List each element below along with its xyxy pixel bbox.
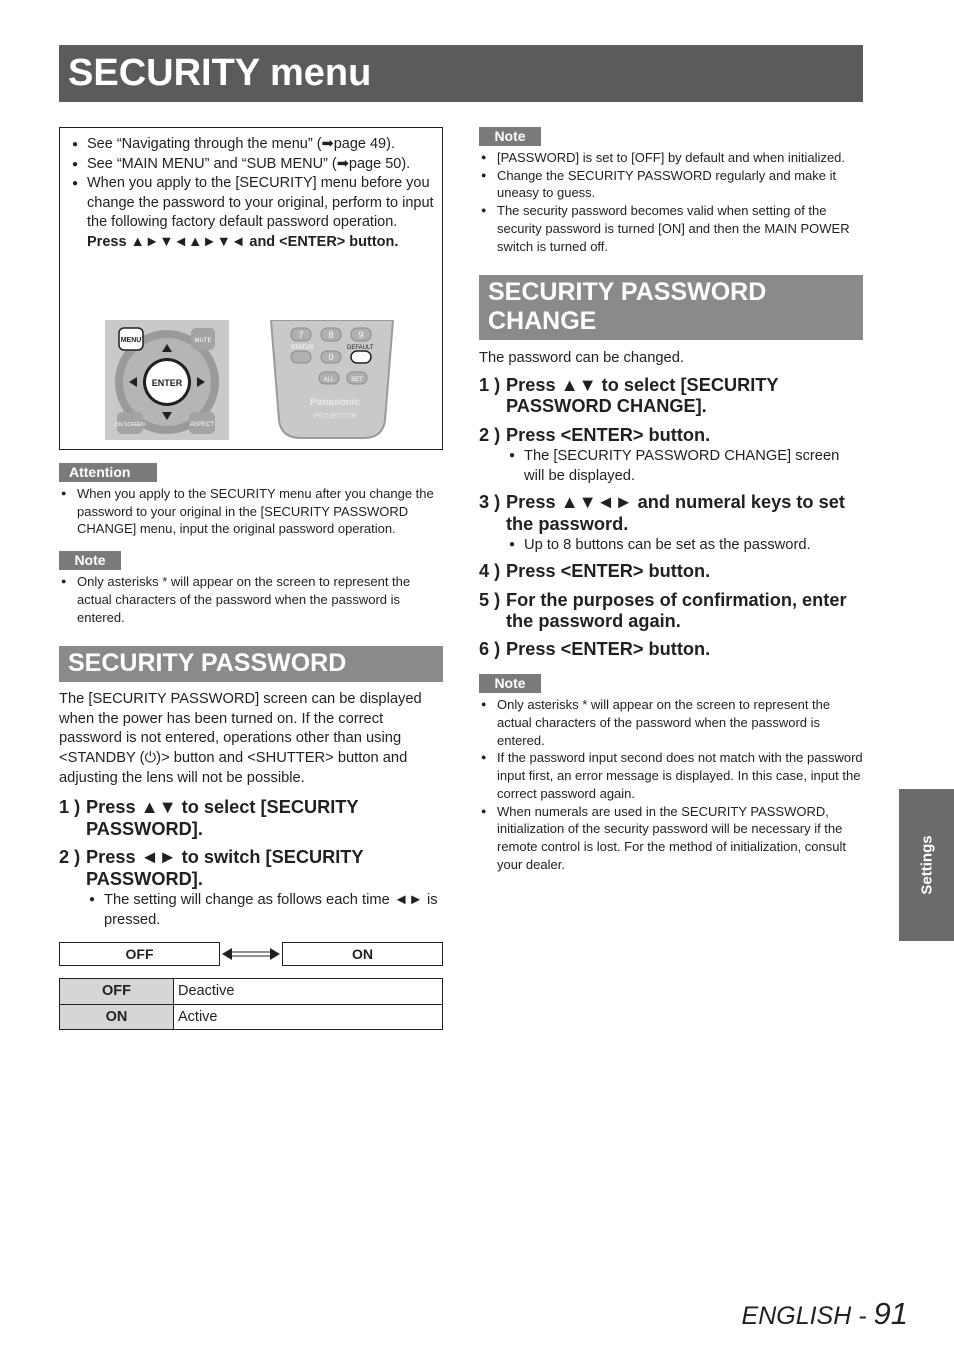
step (479, 375, 863, 418)
menu-label: MENU (120, 337, 142, 344)
key-7-label: 7 (298, 330, 304, 340)
toggle-diagram (59, 942, 443, 966)
note-top-right-block (479, 127, 863, 255)
step-number: 2 ) (59, 847, 81, 868)
step (479, 492, 863, 535)
step-number: 2 ) (479, 424, 501, 445)
step (59, 797, 443, 840)
step-text: Press ▲▼◄► and numeral keys to set the password. (506, 492, 845, 534)
note-left-block (59, 551, 443, 626)
step-number: 3 ) (479, 492, 501, 513)
attention-block (59, 463, 443, 538)
table-key: OFF (60, 979, 174, 1005)
toggle-off-box: OFF (59, 942, 220, 966)
attention-list (59, 485, 443, 538)
key-9-label: 9 (358, 330, 364, 340)
note-tag: Note (479, 674, 541, 693)
step-number: 5 ) (479, 589, 501, 610)
note-item: ● [PASSWORD] is set to [OFF] by default and when initialized. (479, 149, 863, 167)
info-box (59, 127, 443, 450)
step (479, 561, 863, 583)
note-bottom-right-list (479, 696, 863, 873)
note-bottom-right-block (479, 674, 863, 873)
settings-side-tab (899, 789, 954, 941)
step-sub-bullet: ● The [SECURITY PASSWORD CHANGE] screen will be displayed. (479, 446, 863, 486)
remote-control-illustration (105, 320, 395, 440)
default-label: DEFAULT (347, 345, 374, 351)
right-column (479, 127, 863, 873)
info-bullet-list (70, 135, 434, 252)
step (59, 847, 443, 890)
model-label: PROJECTOR (313, 413, 357, 420)
note-item: ● Only asterisks * will appear on the screen to represent the actual characters of the password when the password is entered. (59, 573, 443, 626)
note-item: ● If the password input second does not match with the password input first, an error message is displayed. In this case, input the correct password again. (479, 749, 863, 802)
step-number: 4 ) (479, 561, 501, 582)
heading-line: CHANGE (488, 307, 597, 336)
attention-item: ● When you apply to the SECURITY menu after you change the password to your original in the [SECURITY PASSWORD CHANGE] menu, input the original password operation. (59, 485, 443, 538)
info-bullet: ● When you apply to the [SECURITY] menu before you change the password to your original, perform to input the following factory default password operation. Press ▲►▼◄▲►▼◄ and <ENTER> button. (70, 174, 434, 252)
aspect-label: ASPECT (189, 422, 215, 428)
brand-label: Panasonic (309, 397, 361, 408)
note-tag: Note (479, 127, 541, 146)
step-number: 1 ) (59, 797, 81, 818)
step-number: 1 ) (479, 374, 501, 395)
table-key: ON (60, 1004, 174, 1030)
note-left-list (59, 573, 443, 626)
note-item: ● Change the SECURITY PASSWORD regularly and make it uneasy to guess. (479, 167, 863, 202)
step (479, 590, 863, 633)
set-label: SET (351, 377, 363, 383)
step-text: Press ▲▼ to select [SECURITY PASSWORD CHANGE]. (506, 374, 779, 417)
table-value: Deactive (174, 979, 443, 1005)
note-top-right-list (479, 149, 863, 255)
page-number-value: 91 (873, 1296, 908, 1331)
side-tab-label: Settings (918, 835, 935, 895)
left-column (59, 127, 443, 1030)
step-sub-bullet: ● The setting will change as follows each time ◄► is pressed. (59, 890, 443, 930)
note-tag: Note (59, 551, 121, 570)
bidirectional-arrow-icon (222, 948, 280, 960)
title-bar (59, 45, 863, 102)
factory-password-sequence: Press ▲►▼◄▲►▼◄ and <ENTER> button. (87, 233, 399, 250)
attention-tag: Attention (59, 463, 157, 482)
status-label: STATUS (291, 345, 314, 351)
step-sub-bullet: ● Up to 8 buttons can be set as the password. (479, 535, 863, 555)
step-text: Press ◄► to switch [SECURITY PASSWORD]. (86, 847, 364, 889)
page-number (742, 1296, 908, 1332)
mute-label: MUTE (194, 338, 212, 344)
step-text: Press <ENTER> button. (506, 424, 711, 445)
key-0-label: 0 (328, 352, 334, 362)
security-password-intro: The [SECURITY PASSWORD] screen can be displayed when the power has been turned on. If the correct password is not entered, operations other than using <STANDBY (⏻)> button and <SHUTTER> button and adjusting the lens will not be possible. (59, 691, 422, 786)
note-item: ● When numerals are used in the SECURITY PASSWORD, initialization of the security password will be necessary if the remote control is lost. For the method of initialization, consult your dealer. (479, 803, 863, 874)
language-label: ENGLISH - (741, 1302, 874, 1330)
password-change-heading (479, 275, 863, 340)
table-value: Active (174, 1004, 443, 1030)
default-button (351, 351, 371, 363)
note-item: ● The security password becomes valid when setting of the security password is turned [ON] and then the MAIN POWER switch is turned off. (479, 202, 863, 255)
step-text: Press <ENTER> button. (506, 638, 711, 659)
info-bullet: ● See “Navigating through the menu” (➡page 49). (70, 135, 434, 155)
note-item: ● Only asterisks * will appear on the screen to represent the actual characters of the password when the password is entered. (479, 696, 863, 749)
step-text: Press <ENTER> button. (506, 561, 711, 582)
info-bullet: ● See “MAIN MENU” and “SUB MENU” (➡page 50). (70, 155, 434, 175)
step (479, 425, 863, 447)
enter-label: ENTER (151, 378, 183, 388)
settings-table (59, 978, 443, 1030)
heading-line: SECURITY PASSWORD (488, 278, 767, 307)
step-text: Press ▲▼ to select [SECURITY PASSWORD]. (86, 797, 359, 839)
all-label: ALL (323, 377, 335, 383)
password-change-intro: The password can be changed. (479, 350, 684, 367)
step (479, 639, 863, 661)
security-password-heading: SECURITY PASSWORD (59, 646, 443, 682)
toggle-on-box: ON (282, 942, 443, 966)
table-row (60, 1004, 443, 1030)
on-screen-label: ON SCREEN (115, 422, 145, 428)
step-number: 6 ) (479, 638, 501, 659)
page-title: SECURITY menu (68, 52, 372, 94)
key-8-label: 8 (328, 330, 334, 340)
table-row (60, 979, 443, 1005)
step-text: For the purposes of confirmation, enter the password again. (506, 589, 847, 632)
